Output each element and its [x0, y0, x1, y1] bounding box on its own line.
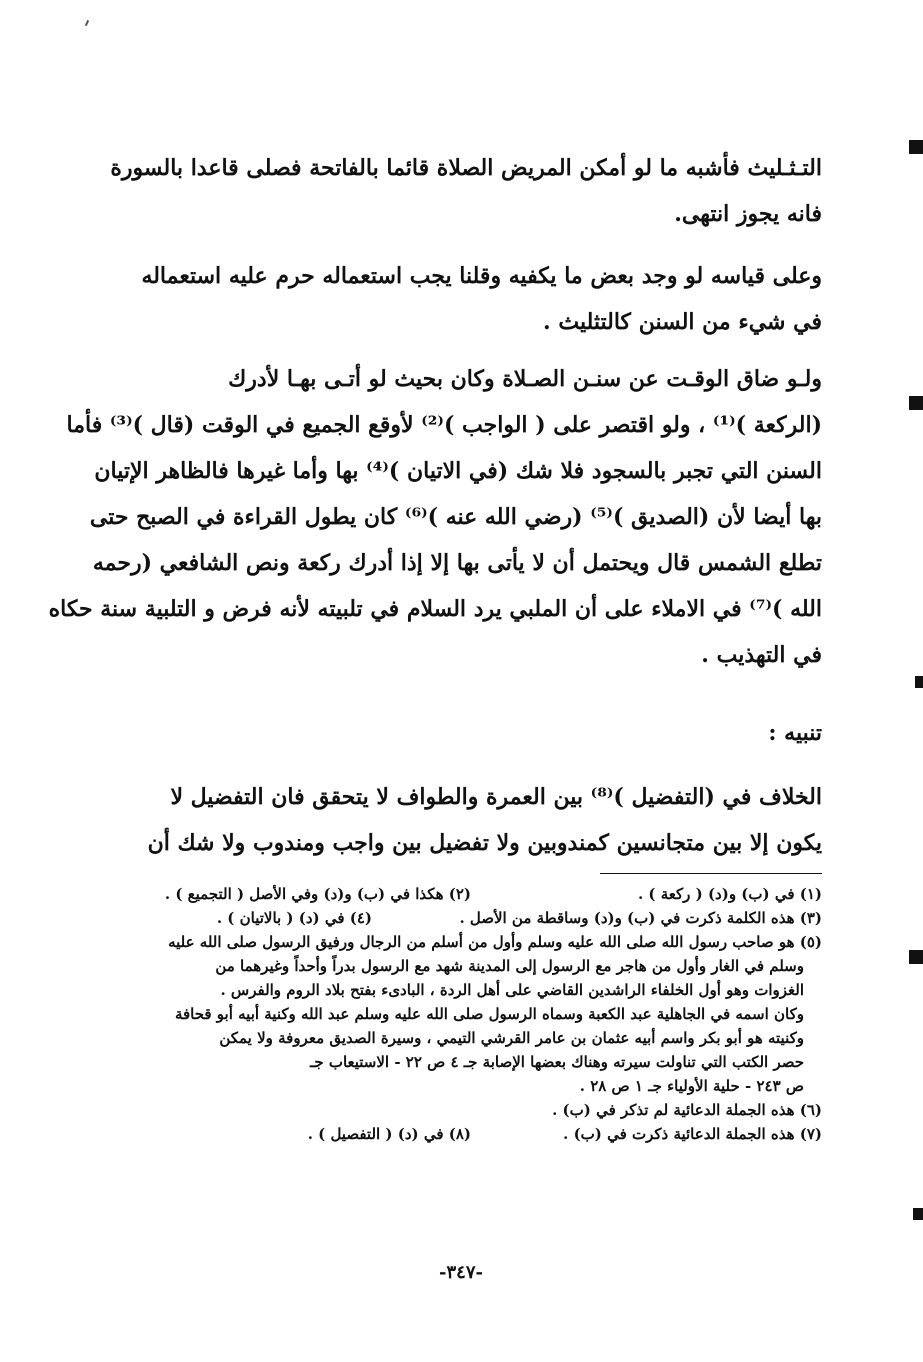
text-line: الله )⁽⁷⁾ في الاملاء على أن الملبي يرد السلام في تلبيته لأنه فرض و التلبية سنة حكاه: [48, 596, 822, 622]
footnote-6: (٦) هذه الجملة الدعائية لم تذكر في (ب) .: [552, 1101, 822, 1119]
footnote-line: الغزوات وهو أول الخلفاء الراشدين القاضي على أهل الردة ، البادىء بفتح بلاد الروم والفرس .: [220, 981, 804, 999]
text-line: في شيء من السنن كالتثليث .: [543, 309, 822, 335]
text-line: التـثـليث فأشبه ما لو أمكن المريض الصلاة قائما بالفاتحة فصلى قاعدا بالسورة: [110, 155, 822, 181]
text-line: (الركعة )⁽¹⁾ ، ولو اقتصر على ( الواجب )⁽²⁾ لأوقع الجميع في الوقت (قال )⁽³⁾ فأما: [66, 412, 822, 438]
footnote-line: (٥) هو صاحب رسول الله صلى الله عليه وسلم وأول من أسلم من الرجال ورفيق الرسول صلى الله عليه: [168, 933, 822, 951]
text-line: فانه يجوز انتهى.: [674, 201, 822, 227]
binding-mark: [909, 950, 923, 964]
text-line: الخلاف في (التفضيل )⁽⁸⁾ بين العمرة والطواف لا يتحقق فان التفضيل لا: [170, 784, 822, 810]
binding-mark: [909, 396, 923, 410]
text-line: تطلع الشمس قال ويحتمل أن لا يأتى بها إلا إذا أدرك ركعة ونص الشافعي (رحمه: [92, 550, 822, 576]
footnote-row: [120, 1122, 822, 1146]
text-line: ولـو ضاق الوقـت عن سنـن الصـلاة وكان بحيث لو أتـى بهـا لأدرك: [228, 366, 822, 392]
text-line: يكون إلا بين متجانسين كمندوبين ولا تفضيل بين واجب ومندوب ولا شك أن: [147, 830, 822, 856]
footnote-8: (٨) في (د) ( التفصيل ) .: [307, 1125, 471, 1143]
section-heading: تنبيه :: [768, 720, 822, 746]
page-number: -٣٤٧-: [439, 1262, 483, 1283]
binding-mark: [913, 1208, 923, 1220]
paragraph-4: [138, 774, 822, 866]
binding-mark: [909, 140, 923, 154]
text-line: وعلى قياسه لو وجد بعض ما يكفيه وقلنا يجب استعماله حرم عليه استعماله: [141, 263, 822, 289]
paragraph-1: [110, 145, 822, 237]
footnote-line: ص ٢٤٣ - حلية الأولياء جـ ١ ص ٢٨ .: [579, 1077, 804, 1095]
footnote-line: وكنيته هو أبو بكر واسم أبيه عثمان بن عامر القرشي التيمي ، وسيرة الصديق معروفة ولا يمكن: [219, 1029, 804, 1047]
footnote-divider: [600, 873, 822, 874]
footnote-2: (٢) هكذا في (ب) و(د) وفي الأصل ( التجميع ) .: [164, 885, 471, 903]
text-line: بها أيضا لأن (الصديق )⁽⁵⁾ (رضي الله عنه )⁽⁶⁾ كان يطول القراءة في الصبح حتى: [89, 504, 822, 530]
footnote-line: وسلم في الغار وأول من هاجر مع الرسول إلى المدينة شهد مع الرسول بدراً وأحداً وغيرهما من: [215, 957, 804, 975]
footnote-row: [120, 882, 822, 906]
footnote-5: [120, 930, 822, 1098]
binding-mark: [915, 676, 923, 688]
footnote-7: (٧) هذه الجملة الدعائية ذكرت في (ب) .: [563, 1125, 822, 1143]
footnote-line: حصر الكتب التي تناولت سيرته وهناك بعضها الإصابة جـ ٤ ص ٢٢ - الاستيعاب جـ: [309, 1053, 804, 1071]
footnote-1: (١) في (ب) و(د) ( ركعة ) .: [637, 885, 822, 903]
paragraph-2: [138, 253, 822, 345]
footnote-4: (٤) في (د) ( بالاتيان ) .: [216, 909, 372, 927]
footnote-3: (٣) هذه الكلمة ذكرت في (ب) و(د) وساقطة من الأصل .: [459, 909, 822, 927]
footnote-line: وكان اسمه في الجاهلية عبد الكعبة وسماه الرسول صلى الله عليه وسلم عبد الله وكنية أبيه أبو قحافة: [174, 1005, 804, 1023]
text-line: في التهذيب .: [701, 642, 822, 668]
paragraph-3: [48, 356, 822, 678]
footnote-row: [120, 906, 822, 930]
scan-speck: [85, 20, 89, 26]
footnotes: [120, 882, 822, 1146]
text-line: السنن التي تجبر بالسجود فلا شك (في الاتيان )⁽⁴⁾ بها وأما غيرها فالظاهر الإتيان: [94, 458, 822, 484]
